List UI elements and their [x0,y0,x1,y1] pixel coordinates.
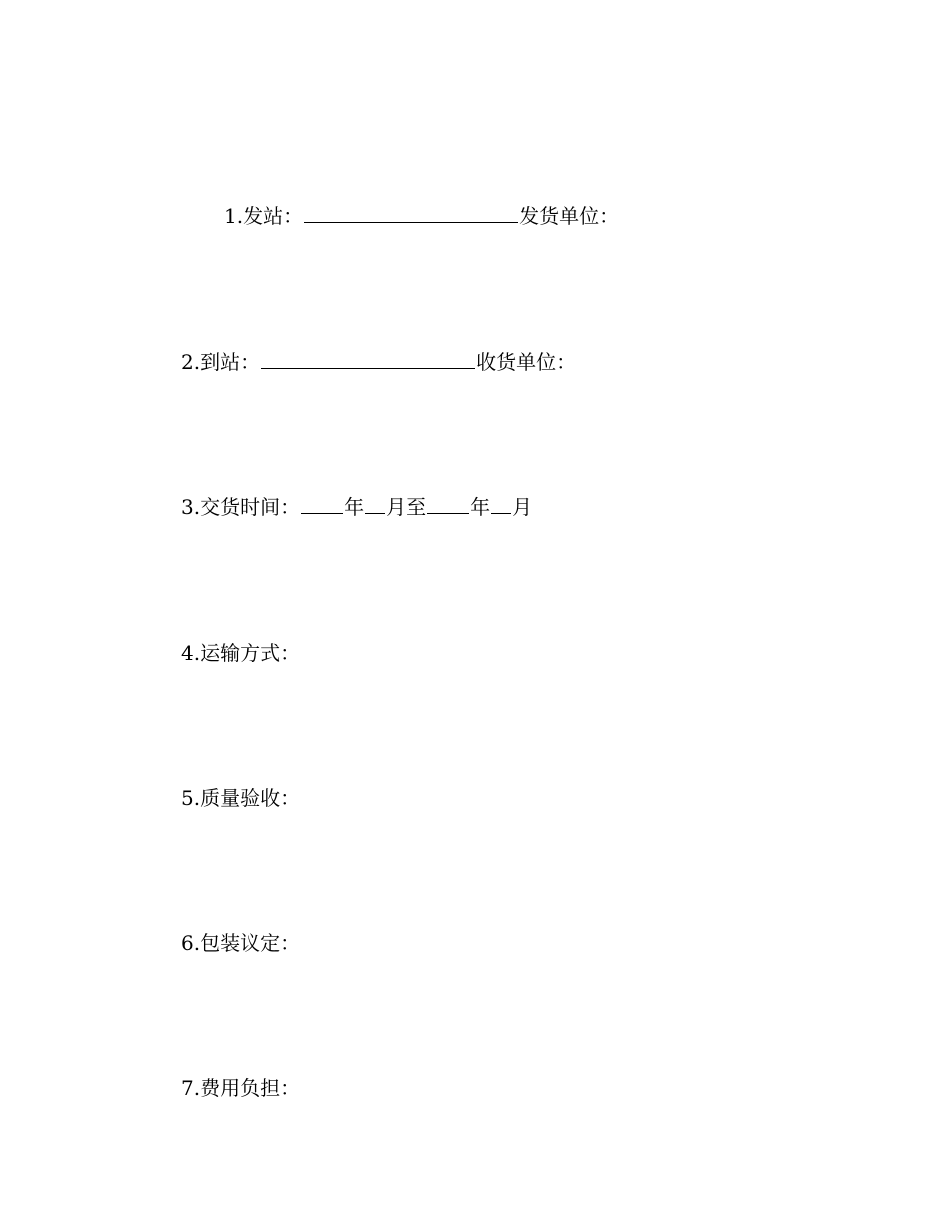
transport-method-label: 运输方式： [200,641,301,665]
item-departure-station [224,204,619,228]
packaging-agreement-label: 包装议定： [200,931,301,955]
quality-acceptance-label: 质量验收： [200,786,301,810]
end-month-blank[interactable] [491,495,511,514]
item-number: 2. [181,350,201,374]
item-quality-acceptance [181,786,300,810]
cost-bearing-label: 费用负担： [200,1076,301,1100]
item-number: 5. [181,786,201,810]
consignee-label: 收货单位： [476,350,577,374]
start-month-text: 月至 [386,495,427,519]
arrival-station-label: 到站： [200,350,261,374]
item-arrival-station [181,350,576,374]
end-year-blank[interactable] [427,495,469,514]
start-year-blank[interactable] [301,495,343,514]
item-transport-method [181,641,300,665]
end-year-text: 年 [470,495,491,519]
shipper-label: 发货单位： [519,204,620,228]
departure-station-label: 发站： [243,204,304,228]
start-month-blank[interactable] [365,495,385,514]
departure-station-blank[interactable] [304,204,518,223]
item-number: 4. [181,641,201,665]
item-packaging-agreement [181,931,300,955]
end-month-text: 月 [512,495,533,519]
arrival-station-blank[interactable] [261,350,475,369]
start-year-text: 年 [344,495,365,519]
delivery-time-label: 交货时间： [200,495,301,519]
item-number: 3. [181,495,201,519]
item-number: 6. [181,931,201,955]
item-cost-bearing [181,1076,300,1100]
item-number: 7. [181,1076,201,1100]
item-number: 1. [224,204,244,228]
item-delivery-time [181,495,532,519]
